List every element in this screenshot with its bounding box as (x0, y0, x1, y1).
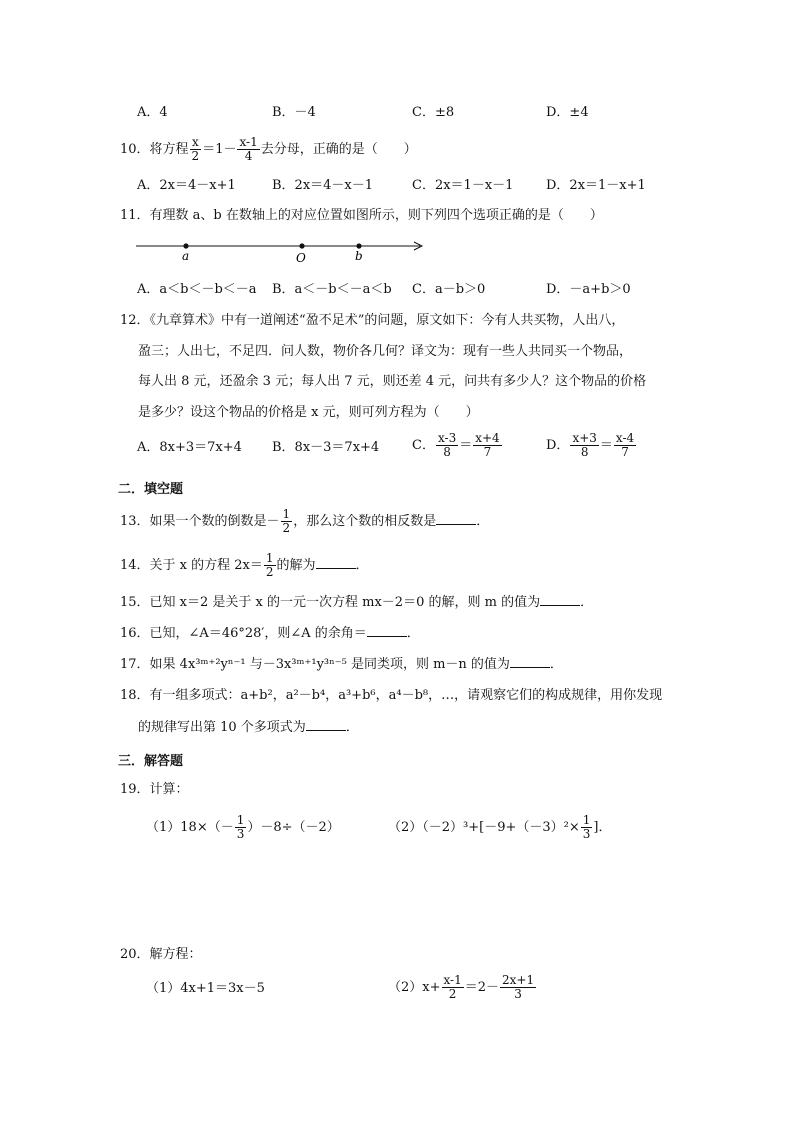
q10-stem: 10．将方程 $\frac{x}{2}$ ＝1－ $\frac{x-1}{4}$ 去分母，正确的是（ ） (120, 135, 417, 163)
q9-option-b: B．－4 (272, 105, 316, 120)
q12-option-b: B．8x－3＝7x+4 (272, 440, 380, 455)
q10-fraction-1: $\frac{x}{2}$ (191, 135, 200, 163)
label-a: a (182, 249, 190, 263)
q11-stem: 11．有理数 a、b 在数轴上的对应位置如图所示，则下列四个选项正确的是（ ） (120, 208, 603, 223)
q12-line-1: 12．《九章算术》中有一道阐述“盈不足术”的问题，原文如下：今有人共买物，人出八， (120, 313, 625, 328)
answer-blank (510, 655, 550, 668)
q18-line-1: 18．有一组多项式：a+b²，a²－b⁴，a³+b⁶，a⁴－b⁸，…，请观察它们的构成规律，用你发现 (120, 688, 663, 703)
answer-blank (540, 593, 580, 606)
q9-option-a: A．4 (137, 105, 168, 120)
label-o: O (296, 251, 306, 265)
q19-stem: 19．计算： (120, 782, 189, 797)
q11-option-d: D．－a+b＞0 (546, 282, 631, 297)
q12-option-d: D． $\frac{x+3}{8}$ ＝ $\frac{x-4}{7}$ (546, 431, 635, 459)
q10-option-b: B．2x＝4－x－1 (272, 178, 374, 193)
q10-option-c: C．2x＝1－x－1 (412, 178, 514, 193)
q17: 17．如果 4x³ᵐ⁺²yⁿ⁻¹ 与－3x³ᵐ⁺¹y³ⁿ⁻⁵ 是同类项，则 m－n 的值为 ． (120, 657, 563, 672)
answer-blank (316, 556, 356, 569)
answer-blank (436, 512, 476, 525)
answer-blank (306, 718, 346, 731)
q12-option-a: A．8x+3＝7x+4 (137, 440, 242, 455)
q11-option-b: B．a＜－b＜－a＜b (272, 282, 392, 297)
point-a (183, 243, 188, 248)
q20-stem: 20．解方程： (120, 947, 202, 962)
q10-option-a: A．2x＝4－x+1 (137, 178, 236, 193)
q20-part-2: （2）x+ $\frac{x-1}{2}$ ＝2－ $\frac{2x+1}{3}$ (388, 973, 535, 1001)
q15: 15．已知 x＝2 是关于 x 的一元一次方程 mx－2＝0 的解，则 m 的值为 ． (120, 595, 594, 610)
q16: 16．已知，∠A＝46°28′，则∠A 的余角＝ ． (120, 626, 420, 641)
label-b: b (355, 249, 363, 263)
q14: 14．关于 x 的方程 2x＝ $\frac{1}{2}$ 的解为 ． (120, 551, 369, 579)
q10-option-d: D．2x＝1－x+1 (546, 178, 646, 193)
q12-line-4: 是多少？设这个物品的价格是 x 元，则可列方程为（ ） (138, 405, 479, 420)
q11-option-c: C．a－b＞0 (412, 282, 486, 297)
section-heading-fill-in: 二．填空题 (118, 482, 184, 497)
q12-option-c: C． $\frac{x-3}{8}$ ＝ $\frac{x+4}{7}$ (412, 431, 500, 459)
answer-blank (367, 624, 407, 637)
q19-part-2: （2）（－2）³+[－9+（－3）²× $\frac{1}{3}$ ]． (388, 813, 612, 841)
q10-fraction-2: $\frac{x-1}{4}$ (239, 135, 258, 163)
q12-line-3: 每人出 8 元，还盈余 3 元；每人出 7 元，则还差 4 元，问共有多少人？这个物品的价格 (138, 374, 647, 389)
q19-part-1: （1）18×（－ $\frac{1}{3}$ ）－8÷（－2） (146, 813, 340, 841)
q11-option-a: A．a＜b＜－b＜－a (137, 282, 257, 297)
q18-line-2: 的规律写出第 10 个多项式为 ． (138, 720, 359, 735)
section-heading-answer: 三．解答题 (118, 754, 184, 769)
q13: 13．如果一个数的倒数是－ $\frac{1}{2}$ ，那么这个数的相反数是 ． (120, 507, 490, 535)
point-b (356, 243, 361, 248)
q20-part-1: （1）4x+1＝3x－5 (146, 981, 265, 996)
q9-option-c: C．±8 (412, 105, 455, 120)
point-o (299, 243, 304, 248)
q9-option-d: D．±4 (546, 105, 589, 120)
number-line-diagram (136, 236, 436, 268)
q12-line-2: 盈三；人出七，不足四．问人数，物价各几何？译文为：现有一些人共同买一个物品， (138, 344, 633, 359)
